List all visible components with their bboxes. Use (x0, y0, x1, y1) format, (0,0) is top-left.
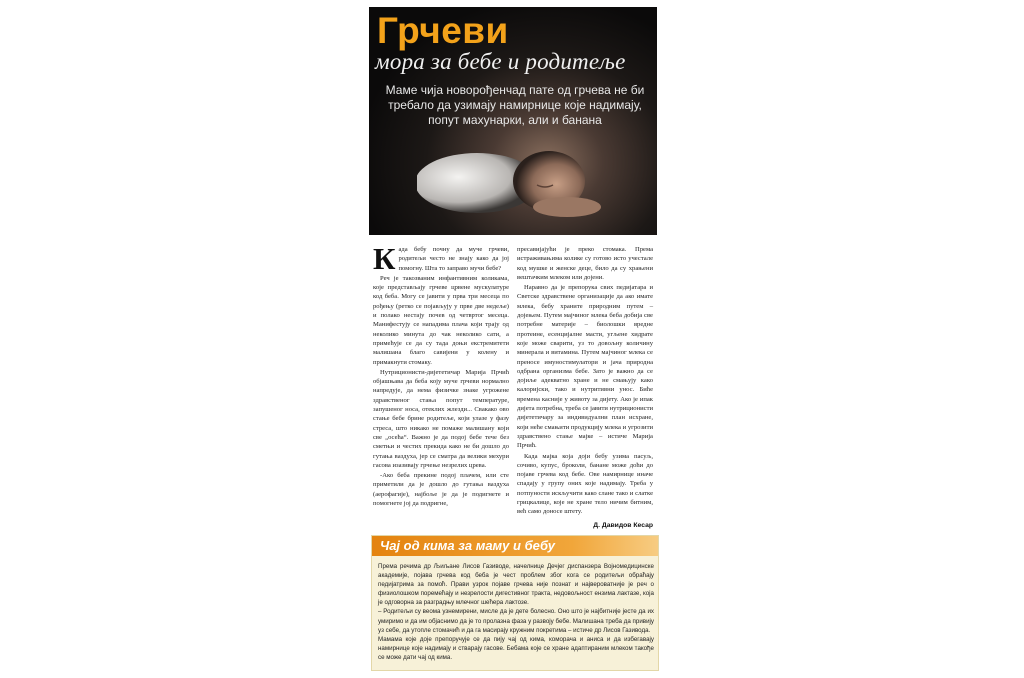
article-paragraph: пресавијајући је преко стомака. Према истраживањима колике су готово исто учестале код мушке и женске деце, било да су храњени вештачким млеком или дојени. (517, 246, 653, 281)
article-lead: Маме чија новорођенчад пате од грчева не би требало да узимају намирнице које надимају, попут махунарки, али и банана (385, 83, 645, 127)
sidebar-paragraph: – Родитељи су веома узнемирени, мисле да је дете болесно. Оно што је најбитније јесте да их умиримо и да им објаснимо да је то пролазна фаза у развоју бебе. Малишана треба да привију уз себе, да утопле стомачић и да га масирају кружним покретима – истиче др Лисов Газивода. (378, 608, 654, 634)
article-paragraph: -Ако беба прекине подој плачем, или сте приметили да је дошло до гутања ваздуха (аерофагије), најбоље је да је подигнете и помогнете јој да подригне, (373, 472, 509, 508)
sidebar-box-title: Чај од кима за маму и бебу (380, 538, 555, 553)
article-author: Д. Давидов Кесар (593, 522, 653, 529)
sidebar-box-text (378, 562, 654, 662)
article-body (373, 241, 655, 535)
article-paragraph: Реч је такозваним инфантивним коликама, које представљају грчеве црвене мускулатуре код беба. Могу се јавити у прва три месеца по рођењу (ретко се појављују у прве две недеље) и полако нестају почев од четвртог месеца. Манифестују се нападима плача који трају од неколико минута до чак неколико сати, а примећује се да су тада доњи екстремитети малишана благо савијени у колену и примакнути стомаку. (373, 274, 509, 366)
article-paragraph: Нутриционисти-дијететичар Марија Прчић објашњава да беба коју муче грчеви нормално напредује, да нема физичке знаке угрожене здравственог стања попут температуре, запушеног носа, отеклих жлезди... Свакако ово стање бебе брине родитеље, који улазе у фазу стреса, што никако не помаже малишану који све „осећа“. Важно је да подој бебе тече без сметњи и честих прекида како не би дошло до гутања ваздуха, јер се сматра да велики мехури гасова изазивају грчење незрелих црева. (373, 368, 509, 469)
sidebar-paragraph: Према речима др Љиљане Лисов Газиводе, начелнице Дечјег диспанзера Војномедицинске академије, појава грчева код беба је чест проблем због кога се родитељи обраћају педијатрима за помоћ. Прави узрок појаве грчева није познат и највероватније је реч о физиолошком поремећају и незрелости дигестивног тракта, недовољност ензима лактазе, која је одговорна за разградњу млечног шећера лактозе. (378, 563, 654, 607)
article-paragraph: Када мајка која доји бебу узима пасуљ, сочиво, купус, броколи, банане може доћи до појаве грчева код бебе. Ове намирнице иначе спадају у групу оних које надимају. Треба у потпуности искључити како слане тако и слатке грицкалице, које не хране тело ничим битним, већ само доносе штету. (517, 452, 653, 516)
article-paragraph: Наравно да је препорука свих педијатара и Светске здравствене организације да ако имате млека, бебу храните природним путем – дојењем. Путем мајчиног млека беба добија све потребне материје – биолошки вредне протеине, есенцијалне масти, угљене хидрате које може сварити, уз то довољну количину минерала и витамина. Путем мајчиног млека се преносе имуностимулатори и јача природна одбрана организма бебе. Зато је важно да се дојиље адекватно хране и не смањују како калоријски, тако и нутритивни унос. Бићe времена касније у животу за дијету. Ако је ипак дијета потребна, треба се јавити нутриционисти дијететичару за индивидуални план исхране, који неће смањити продукцију млека и угрозити здравствено стање мајке – истиче Марија Прчић. (517, 284, 653, 450)
drop-cap: К (373, 241, 396, 276)
sleeping-baby-image (417, 141, 607, 221)
hero-photo (369, 7, 657, 235)
sidebar-paragraph: Мамама које доје препоручује се да пију чај од кима, коморача и аниса и да избегавају намирнице које надимају и стварају гасове. Бебама које се хране адаптираним млеком такође се може дати чај од кима. (378, 635, 654, 661)
article-title: Грчеви (377, 10, 509, 51)
sidebar-box-header (372, 536, 658, 556)
article-paragraph: Када бебу почну да муче грчеви, родитељи често не знају како да јој помогну. Шта то заправо мучи бебе? (373, 241, 509, 276)
article-column-2 (517, 245, 653, 517)
sidebar-box (371, 535, 659, 671)
newspaper-clipping (368, 7, 660, 672)
article-subtitle: мора за бебе и родитеље (375, 49, 626, 74)
article-column-1 (373, 241, 509, 508)
